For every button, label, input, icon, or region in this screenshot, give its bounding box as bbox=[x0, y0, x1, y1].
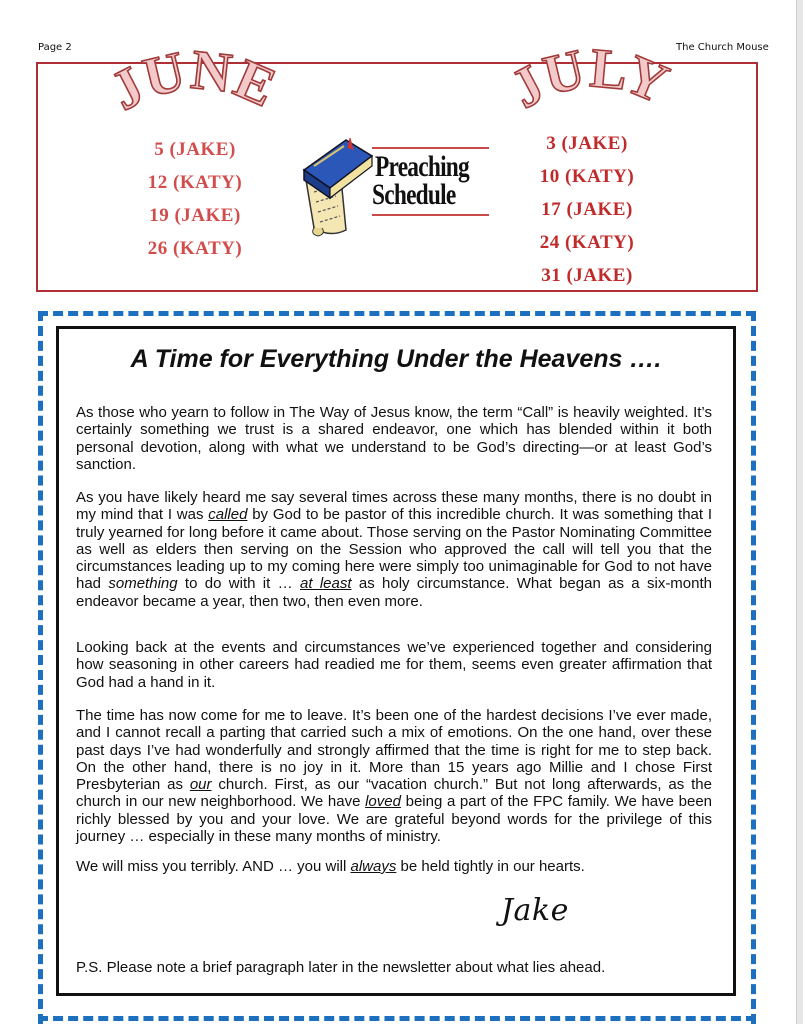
svg-text:JUNE bbox=[101, 39, 285, 123]
logo-text-schedule: Schedule bbox=[372, 178, 456, 211]
emphasis-at-least: at least bbox=[299, 575, 352, 593]
july-title-text: JULY bbox=[501, 37, 679, 121]
text-run: church. First, as our “vacation church.” But not long afterwards, as the church in our new neighborhood. We have bbox=[76, 776, 712, 811]
page-edge bbox=[796, 0, 803, 1024]
june-date: 26 (KATY) bbox=[147, 238, 243, 259]
text-run: being a part of the FPC family. We have been richly blessed by you and your love. We are grateful beyond words for the privilege of this journey … especially in these many months of ministry. bbox=[76, 793, 713, 846]
july-schedule-list bbox=[512, 127, 662, 292]
text-run: As you have likely heard me say several times across these many months, there is no doubt in my mind that I was bbox=[76, 489, 712, 524]
article-dashed-frame-bottom bbox=[38, 1016, 756, 1021]
june-title-text: JUNE bbox=[100, 38, 286, 123]
text-run: The time has now come for me to leave. It’s been one of the hardest decisions I’ve ever made, and I cannot recall a parting that carried such a mix of emotions. On the one hand, over these past days I’ve had wonderfully and strongly affirmed that the time is right for me to step back. On the other hand, there is no joy in it. More than 15 years ago Millie and I chose First Presbyterian as bbox=[76, 707, 712, 794]
july-date: 31 (JAKE) bbox=[541, 265, 633, 286]
emphasis-called: called bbox=[208, 506, 248, 524]
svg-text:JULY bbox=[501, 37, 677, 121]
emphasis-loved: loved bbox=[365, 793, 401, 811]
logo-text-preaching: Preaching bbox=[375, 150, 469, 183]
july-date: 17 (JAKE) bbox=[541, 199, 633, 220]
article-paragraph-1: As those who yearn to follow in The Way of Jesus know, the term “Call” is heavily weighted. It’s certainly something we trust is a shared endeavor, one which has blended within it both personal devotion, along with what we understand to be God’s directing—or at least God’s sanction. bbox=[76, 404, 712, 473]
text-run: We will miss you terribly. AND … you will bbox=[76, 858, 351, 875]
july-date: 24 (KATY) bbox=[539, 232, 635, 253]
newsletter-name: The Church Mouse bbox=[676, 42, 769, 53]
july-date: 10 (KATY) bbox=[539, 166, 635, 187]
text-run: be held tightly in our hearts. bbox=[396, 858, 585, 875]
article-paragraph-4 bbox=[76, 707, 712, 845]
page-number: Page 2 bbox=[38, 42, 72, 53]
logo-rule-bottom bbox=[372, 214, 489, 216]
logo-rule-top bbox=[372, 147, 489, 149]
article-postscript: P.S. Please note a brief paragraph later in the newsletter about what lies ahead. bbox=[76, 959, 606, 976]
article-title: A Time for Everything Under the Heavens …. bbox=[130, 345, 662, 373]
emphasis-always: always bbox=[350, 858, 397, 875]
signature: Jake bbox=[501, 893, 569, 928]
emphasis-something: something bbox=[108, 575, 178, 593]
article-paragraph-2 bbox=[76, 489, 712, 610]
june-schedule-list bbox=[120, 133, 270, 265]
article-paragraph-5 bbox=[76, 858, 712, 875]
june-title bbox=[100, 38, 286, 132]
text-run: by God to be pastor of this incredible church. It was something that I truly yearned for long before it came about. Those serving on the Pastor Nominating Committee as well as elders then serving on the Session who approved the call will tell you that the circumstances leading up to my coming here were simply too unimaginable for God to not have had bbox=[76, 506, 712, 593]
june-date: 19 (JAKE) bbox=[149, 205, 241, 226]
june-date: 5 (JAKE) bbox=[154, 139, 236, 160]
july-title bbox=[501, 37, 679, 128]
text-run: to do with it … bbox=[177, 575, 300, 593]
article-paragraph-3: Looking back at the events and circumstances we’ve experienced together and considering how seasoning in other careers had readied me for them, seems even greater affirmation that God had a hand in it. bbox=[76, 639, 712, 691]
emphasis-our: our bbox=[189, 776, 212, 794]
text-run: as holy circumstance. What began as a six-month endeavor became a year, then two, then even more. bbox=[76, 575, 713, 610]
june-date: 12 (KATY) bbox=[147, 172, 243, 193]
july-date: 3 (JAKE) bbox=[546, 133, 628, 154]
